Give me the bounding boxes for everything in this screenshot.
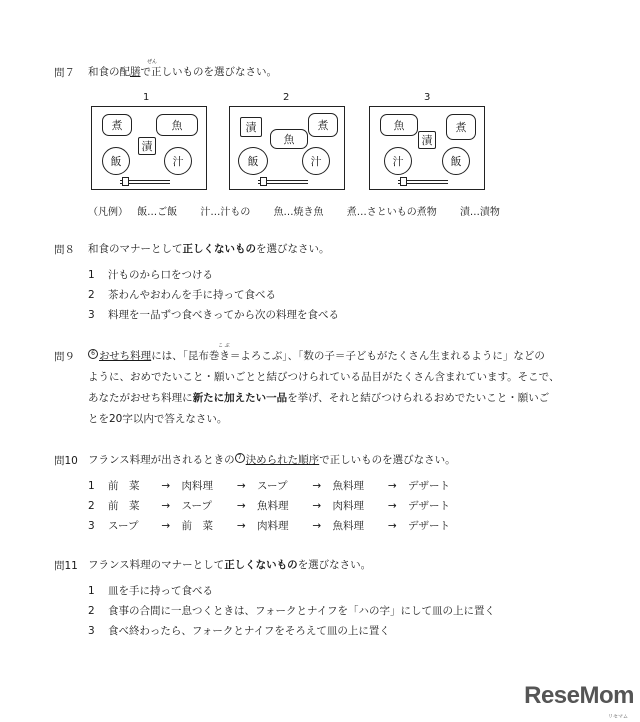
tray-2-dish-pickles: 漬: [240, 117, 262, 137]
q8-option-2: [88, 288, 276, 302]
tray-1-dish-simmered: 煮: [102, 114, 132, 136]
q11-option-1: [88, 584, 213, 598]
tray-2-dish-rice: 飯: [238, 147, 268, 175]
legend-rice: 飯…ご飯: [137, 207, 178, 218]
legend-pickles: 漬…漬物: [459, 207, 500, 218]
tray-3-label: 3: [424, 92, 431, 103]
q10-option-2-step-3: 魚料理: [257, 500, 289, 512]
tray-2-dish-soup: 汁: [302, 147, 330, 175]
tray-1-dish-fish: 魚: [156, 114, 198, 136]
q10-option-2: [88, 499, 450, 513]
q10-text-b: 決められた順序: [245, 454, 320, 466]
tray-2-dish-simmered: 煮: [308, 113, 338, 137]
q10-option-1: [88, 479, 450, 493]
arrow-icon: →: [387, 480, 397, 492]
q9-line-3c: を挙げ、それと結びつけられるおめでたいこと・願いご: [287, 392, 550, 404]
tray-3-chopstick-rest: [400, 177, 407, 186]
tray-2: [229, 106, 345, 190]
q10-option-1-num: 1: [88, 480, 95, 492]
q11-text-c: を選びなさい。: [297, 559, 372, 571]
tray-2-dish-fish: 魚: [270, 129, 308, 149]
q8-option-3-text: 料理を一品ずつ食べきってから次の料理を食べる: [108, 309, 340, 321]
q7-text-a: 和食の配: [88, 66, 130, 78]
q10-option-1-step-5: デザート: [408, 480, 451, 492]
q7-text-c: で正しいものを選びなさい。: [140, 66, 277, 78]
q11-option-2: [88, 604, 495, 618]
q7-text-b: 膳: [130, 66, 141, 78]
tray-3-dish-simmered: 煮: [446, 114, 476, 140]
q10-question: [88, 453, 456, 467]
q8-option-3: [88, 308, 339, 322]
q7-legend: [88, 206, 500, 220]
legend-title: （凡例）: [88, 207, 128, 218]
q9-number: 問９: [54, 351, 75, 363]
q10-text-a: フランス料理が出されるときの: [88, 454, 235, 466]
legend-soup: 汁…汁もの: [200, 207, 251, 218]
tray-3: [369, 106, 485, 190]
q10-option-2-step-1: 前 菜: [108, 500, 140, 512]
q11-option-2-num: 2: [88, 605, 95, 617]
arrow-icon: →: [161, 500, 171, 512]
q9-lead: おせち料理: [99, 350, 152, 362]
arrow-icon: →: [312, 480, 322, 492]
q11-text-a: フランス料理のマナーとして: [88, 559, 225, 571]
q8-question: [88, 242, 330, 256]
q8-option-1-text: 汁ものから口をつける: [108, 269, 214, 281]
tray-1: [91, 106, 207, 190]
q10-option-3-step-3: 肉料理: [257, 520, 289, 532]
tray-3-dish-pickles: 漬: [418, 131, 436, 149]
arrow-icon: →: [161, 520, 171, 532]
q10-option-3: [88, 519, 450, 533]
arrow-icon: →: [387, 500, 397, 512]
q11-option-3: [88, 624, 390, 638]
q11-option-2-text: 食事の合間に一息つくときは、フォークとナイフを「ハの字」にして皿の上に置く: [108, 605, 495, 617]
tray-1-chopstick-rest: [122, 177, 129, 186]
q8-option-1-num: 1: [88, 269, 95, 281]
tray-1-label: 1: [143, 92, 150, 103]
q8-option-2-text: 茶わんやおわんを手に持って食べる: [108, 289, 277, 301]
q9-line-1: [88, 349, 545, 363]
q8-option-3-num: 3: [88, 309, 95, 321]
q10-option-1-step-1: 前 菜: [108, 480, 140, 492]
arrow-icon: →: [236, 480, 246, 492]
tray-2-chopstick-rest: [260, 177, 267, 186]
q9-line-1-text: には、「昆布巻き＝よろこぶ」、「数の子＝子どもがたくさん生まれるように」などの: [151, 350, 545, 362]
tray-1-dish-soup: 汁: [164, 147, 192, 175]
arrow-icon: →: [387, 520, 397, 532]
q8-option-2-num: 2: [88, 289, 95, 301]
q9-ruby: こ ぶ: [218, 343, 230, 349]
tray-1-dish-pickles: 漬: [138, 137, 156, 155]
tray-3-dish-fish: 魚: [380, 114, 418, 136]
resemom-logo-sub: リセマム: [608, 714, 628, 720]
arrow-icon: →: [236, 520, 246, 532]
q11-question: [88, 558, 371, 572]
legend-simmered: 煮…さといもの煮物: [346, 207, 437, 218]
q7-question: [88, 65, 277, 79]
q10-option-1-step-2: 肉料理: [181, 480, 214, 492]
q10-option-2-num: 2: [88, 500, 95, 512]
q10-option-1-step-3: スープ: [257, 480, 288, 492]
q10-option-3-step-2: 前 菜: [181, 520, 214, 532]
resemom-logo: ReseMom: [524, 682, 634, 709]
q11-option-3-text: 食べ終わったら、フォークとナイフをそろえて皿の上に置く: [108, 625, 390, 637]
tray-3-dish-soup: 汁: [384, 147, 412, 175]
q10-option-2-step-2: スープ: [181, 500, 212, 512]
q11-option-3-num: 3: [88, 625, 95, 637]
q10-option-3-step-1: スープ: [108, 520, 139, 532]
q10-option-3-step-5: デザート: [408, 520, 451, 532]
q8-text-a: 和食のマナーとして: [88, 243, 183, 255]
q7-number: 問７: [54, 67, 75, 79]
q8-text-c: を選びなさい。: [256, 243, 330, 255]
q8-number: 問８: [54, 244, 75, 256]
q9-underline-mark: 6: [88, 349, 98, 359]
q11-option-1-text: 皿を手に持って食べる: [108, 585, 214, 597]
q9-line-2: ように、おめでたいこと・願いごとと結びつけられている品目がたくさん含まれています。そこで、: [88, 371, 560, 383]
q11-option-1-num: 1: [88, 585, 95, 597]
q10-underline-mark: 7: [235, 453, 245, 463]
q7-ruby: ぜん: [147, 59, 158, 65]
q9-line-3b: 新たに加えたい一品: [192, 392, 288, 404]
arrow-icon: →: [312, 520, 322, 532]
q8-text-b: 正しくないもの: [182, 243, 256, 255]
q10-option-1-step-4: 魚料理: [332, 480, 365, 492]
q9-line-3: [88, 391, 549, 405]
tray-3-dish-rice: 飯: [442, 147, 470, 175]
q10-option-2-step-4: 肉料理: [332, 500, 365, 512]
arrow-icon: →: [236, 500, 246, 512]
q8-option-1: [88, 268, 213, 282]
arrow-icon: →: [161, 480, 171, 492]
q9-line-3a: あなたがおせち料理に: [88, 392, 193, 404]
q10-option-2-step-5: デザート: [408, 500, 451, 512]
q10-option-3-step-4: 魚料理: [332, 520, 365, 532]
arrow-icon: →: [312, 500, 322, 512]
q10-option-3-num: 3: [88, 520, 95, 532]
q11-number: 問11: [54, 560, 78, 572]
q9-line-4: とを20字以内で答えなさい。: [88, 413, 228, 425]
q11-text-b: 正しくないもの: [224, 559, 298, 571]
tray-1-dish-rice: 飯: [102, 147, 130, 175]
legend-fish: 魚…焼き魚: [273, 207, 324, 218]
q10-number: 問10: [54, 455, 78, 467]
q10-text-c: で正しいものを選びなさい。: [319, 454, 456, 466]
tray-2-label: 2: [283, 92, 290, 103]
